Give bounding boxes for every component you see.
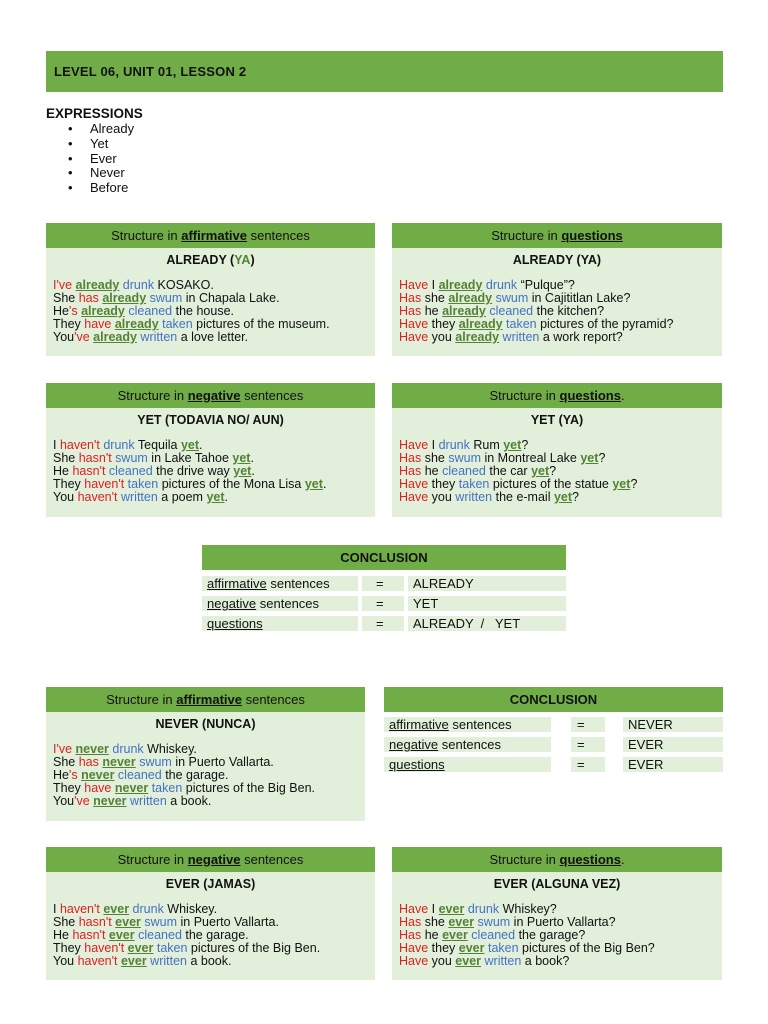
auxiliary-verb: has <box>78 291 103 305</box>
sentence-text: ? <box>630 477 638 491</box>
auxiliary-verb: hasn't <box>72 464 106 478</box>
example-sentence <box>399 955 655 968</box>
sentence-text: she <box>421 291 449 305</box>
conclusion-value: EVER <box>623 737 723 752</box>
adverb-keyword: yet <box>553 490 573 504</box>
sentence-text: They <box>53 477 85 491</box>
conclusion-title: CONCLUSION <box>202 545 566 570</box>
adverb-keyword: ever <box>108 928 135 942</box>
conclusion-equals: = <box>571 757 605 772</box>
adverb-keyword: ever <box>448 915 475 929</box>
participle-verb: drunk <box>482 278 518 292</box>
sentence-text: ? <box>598 451 606 465</box>
card-yet-negative <box>46 383 375 517</box>
adverb-keyword: never <box>114 781 149 795</box>
sentence-text: the garage? <box>515 928 586 942</box>
conclusion-key: negative sentences <box>384 737 551 752</box>
conclusion-table-already-yet <box>202 545 566 631</box>
participle-verb: cleaned <box>442 464 486 478</box>
auxiliary-verb: Have <box>399 490 429 504</box>
auxiliary-verb: have <box>84 781 115 795</box>
sentence-text: . <box>322 477 327 491</box>
sentence-text: pictures of the statue <box>489 477 613 491</box>
adverb-keyword: already <box>455 330 500 344</box>
participle-verb: written <box>499 330 540 344</box>
auxiliary-verb: I've <box>53 742 76 756</box>
card-header: Structure in questions. <box>392 383 722 408</box>
sentence-text: “Pulque”? <box>517 278 575 292</box>
expressions-title: EXPRESSIONS <box>46 106 143 121</box>
auxiliary-verb: Has <box>399 451 422 465</box>
sentence-text: . <box>251 464 255 478</box>
adverb-keyword: ever <box>103 902 130 916</box>
conclusion-key: affirmative sentences <box>202 576 358 591</box>
sentence-text: You <box>53 490 78 504</box>
auxiliary-verb: 's <box>68 768 82 782</box>
auxiliary-verb: Have <box>399 477 429 491</box>
participle-verb: cleaned <box>124 304 173 318</box>
example-sentence <box>53 955 320 968</box>
conclusion-equals: = <box>571 737 605 752</box>
participle-verb: swum <box>492 291 529 305</box>
sentence-text: a poem <box>157 490 207 504</box>
sentence-text: a book? <box>521 954 570 968</box>
sentence-text: I <box>428 278 439 292</box>
sentence-text: pictures of the pyramid? <box>536 317 674 331</box>
sentence-text: in Montreal Lake <box>481 451 581 465</box>
card-header: Structure in negative sentences <box>46 383 375 408</box>
auxiliary-verb: haven't <box>77 490 118 504</box>
card-already-affirmative <box>46 223 375 356</box>
sentence-text: . <box>250 451 254 465</box>
list-item: • Yet <box>68 137 134 152</box>
adverb-keyword: already <box>438 278 483 292</box>
adverb-keyword: yet <box>612 477 631 491</box>
sentence-text: the car <box>485 464 532 478</box>
card-subtitle: NEVER (NUNCA) <box>155 717 256 731</box>
sentence-text: you <box>428 954 456 968</box>
sentence-text: a book. <box>187 954 232 968</box>
adverb-keyword: never <box>75 742 109 756</box>
sentence-text: . <box>224 490 228 504</box>
adverb-keyword: yet <box>233 464 252 478</box>
participle-verb: written <box>146 954 187 968</box>
example-sentences <box>399 279 673 344</box>
participle-verb: taken <box>148 781 183 795</box>
sentence-text: in Chapala Lake. <box>182 291 280 305</box>
conclusion-value: NEVER <box>623 717 723 732</box>
sentence-text: in Puerto Vallarta. <box>171 755 274 769</box>
sentence-text: they <box>428 477 459 491</box>
sentence-text: You <box>53 330 75 344</box>
auxiliary-verb: Has <box>399 915 422 929</box>
sentence-text: She <box>53 291 79 305</box>
auxiliary-verb: Have <box>399 902 429 916</box>
example-sentence <box>53 491 326 504</box>
adverb-keyword: yet <box>304 477 323 491</box>
adverb-keyword: never <box>102 755 136 769</box>
adverb-keyword: already <box>102 291 147 305</box>
sentence-text: ? <box>521 438 529 452</box>
auxiliary-verb: Have <box>399 278 429 292</box>
conclusion-value: YET <box>408 596 566 611</box>
sentence-text: the garage. <box>161 768 229 782</box>
conclusion-row <box>202 616 566 631</box>
sentence-text: they <box>428 941 459 955</box>
participle-verb: drunk <box>119 278 155 292</box>
list-item: • Ever <box>68 152 134 167</box>
participle-verb: written <box>455 490 493 504</box>
conclusion-row <box>384 737 723 752</box>
sentence-text: They <box>53 941 85 955</box>
card-header: Structure in affirmative sentences <box>46 223 375 248</box>
auxiliary-verb: Has <box>399 464 422 478</box>
auxiliary-verb: 's <box>68 304 82 318</box>
adverb-keyword: already <box>75 278 120 292</box>
sentence-text: you <box>428 490 456 504</box>
adverb-keyword: already <box>442 304 486 318</box>
participle-verb: written <box>126 794 167 808</box>
auxiliary-verb: Has <box>399 291 422 305</box>
sentence-text: I <box>53 902 60 916</box>
sentence-text: He <box>53 304 69 318</box>
adverb-keyword: ever <box>458 941 485 955</box>
adverb-keyword: yet <box>206 490 225 504</box>
expressions-list <box>68 122 134 196</box>
conclusion-value: ALREADY <box>408 576 566 591</box>
sentence-text: ? <box>572 490 579 504</box>
sentence-text: I <box>428 902 439 916</box>
example-sentence <box>53 795 315 808</box>
participle-verb: taken <box>153 941 188 955</box>
sentence-text: She <box>53 755 79 769</box>
conclusion-key: negative sentences <box>202 596 358 611</box>
conclusion-key: questions <box>202 616 358 631</box>
auxiliary-verb: Have <box>399 954 429 968</box>
participle-verb: drunk <box>129 902 164 916</box>
sentence-text: in Puerto Vallarta. <box>177 915 279 929</box>
sentence-text: He <box>53 464 73 478</box>
conclusion-equals: = <box>571 717 605 732</box>
card-ever-questions <box>392 847 722 980</box>
sentence-text: the e-mail <box>492 490 554 504</box>
card-subtitle: ALREADY (YA) <box>512 253 602 267</box>
auxiliary-verb: haven't <box>77 954 121 968</box>
auxiliary-verb: hasn't <box>78 915 116 929</box>
auxiliary-verb: have <box>84 317 115 331</box>
auxiliary-verb: Has <box>399 304 422 318</box>
sentence-text: pictures of the Big Ben. <box>182 781 315 795</box>
adverb-keyword: already <box>458 317 503 331</box>
sentence-text: Whiskey. <box>143 742 197 756</box>
card-never-affirmative <box>46 687 365 821</box>
adverb-keyword: yet <box>232 451 251 465</box>
adverb-keyword: yet <box>531 464 550 478</box>
sentence-text: they <box>428 317 459 331</box>
sentence-text: He <box>53 768 69 782</box>
participle-verb: taken <box>124 477 159 491</box>
sentence-text: She <box>53 451 79 465</box>
sentence-text: pictures of the Big Ben? <box>518 941 655 955</box>
adverb-keyword: ever <box>120 954 147 968</box>
adverb-keyword: already <box>448 291 493 305</box>
sentence-text: he <box>421 304 443 318</box>
auxiliary-verb: 've <box>74 794 94 808</box>
sentence-text: You <box>53 954 78 968</box>
adverb-keyword: already <box>114 317 159 331</box>
sentence-text: a book. <box>166 794 212 808</box>
card-header: Structure in affirmative sentences <box>46 687 365 712</box>
auxiliary-verb: hasn't <box>78 451 112 465</box>
conclusion-row <box>202 576 566 591</box>
participle-verb: cleaned <box>467 928 516 942</box>
card-already-questions <box>392 223 722 356</box>
sentence-text: You <box>53 794 75 808</box>
participle-verb: drunk <box>108 742 144 756</box>
participle-verb: drunk <box>438 438 470 452</box>
participle-verb: drunk <box>464 902 500 916</box>
conclusion-equals: = <box>362 616 404 631</box>
adverb-keyword: already <box>93 330 137 344</box>
participle-verb: written <box>136 330 178 344</box>
adverb-keyword: yet <box>503 438 522 452</box>
sentence-text: the kitchen? <box>533 304 605 318</box>
example-sentences <box>399 903 655 968</box>
conclusion-key: questions <box>384 757 551 772</box>
card-yet-questions <box>392 383 722 517</box>
participle-verb: swum <box>111 451 148 465</box>
sentence-text: in Puerto Vallarta? <box>510 915 616 929</box>
sentence-text: pictures of the museum. <box>192 317 330 331</box>
example-sentence <box>53 331 330 344</box>
sentence-text: . <box>199 438 203 452</box>
card-header: Structure in questions. <box>392 847 722 872</box>
adverb-keyword: ever <box>442 928 468 942</box>
sentence-text: They <box>53 781 85 795</box>
auxiliary-verb: Have <box>399 317 429 331</box>
sentence-text: They <box>53 317 85 331</box>
example-sentence <box>399 331 673 344</box>
participle-verb: swum <box>448 451 481 465</box>
auxiliary-verb: Has <box>399 928 422 942</box>
sentence-text: Whiskey? <box>499 902 557 916</box>
conclusion-row <box>384 757 723 772</box>
auxiliary-verb: haven't <box>84 477 125 491</box>
sentence-text: in Lake Tahoe <box>147 451 233 465</box>
list-item: • Before <box>68 181 134 196</box>
lesson-title: LEVEL 06, UNIT 01, LESSON 2 <box>54 64 247 79</box>
sentence-text: She <box>53 915 79 929</box>
card-header: Structure in questions <box>392 223 722 248</box>
conclusion-equals: = <box>362 596 404 611</box>
conclusion-value: EVER <box>623 757 723 772</box>
participle-verb: written <box>117 490 158 504</box>
sentence-text: the house. <box>172 304 234 318</box>
sentence-text: the garage. <box>181 928 249 942</box>
example-sentences <box>53 439 326 504</box>
auxiliary-verb: Have <box>399 438 429 452</box>
conclusion-table-never-ever <box>384 687 723 773</box>
adverb-keyword: yet <box>180 438 200 452</box>
sentence-text: a work report? <box>539 330 623 344</box>
sentence-text: the drive way <box>152 464 234 478</box>
sentence-text: Whiskey. <box>163 902 218 916</box>
sentence-text: He <box>53 928 73 942</box>
conclusion-value: ALREADY / YET <box>408 616 566 631</box>
participle-verb: swum <box>135 755 172 769</box>
adverb-keyword: yet <box>580 451 599 465</box>
example-sentences <box>399 439 637 504</box>
auxiliary-verb: I've <box>53 278 76 292</box>
card-ever-negative <box>46 847 375 980</box>
auxiliary-verb: hasn't <box>72 928 109 942</box>
auxiliary-verb: haven't <box>59 438 100 452</box>
participle-verb: taken <box>458 477 490 491</box>
card-subtitle: YET (TODAVIA NO/ AUN) <box>137 413 284 427</box>
conclusion-row <box>384 717 723 732</box>
conclusion-equals: = <box>362 576 404 591</box>
example-sentences <box>53 279 330 344</box>
auxiliary-verb: Have <box>399 941 429 955</box>
sentence-text: pictures of the Big Ben. <box>187 941 321 955</box>
participle-verb: taken <box>484 941 519 955</box>
sentence-text: Tequila <box>134 438 181 452</box>
sentence-text: she <box>421 915 449 929</box>
card-header: Structure in negative sentences <box>46 847 375 872</box>
list-item: • Never <box>68 166 134 181</box>
auxiliary-verb: haven't <box>59 902 104 916</box>
participle-verb: taken <box>502 317 537 331</box>
card-subtitle: EVER (ALGUNA VEZ) <box>493 877 621 891</box>
adverb-keyword: ever <box>127 941 154 955</box>
conclusion-row <box>202 596 566 611</box>
sentence-text: I <box>53 438 60 452</box>
participle-verb: cleaned <box>105 464 153 478</box>
participle-verb: cleaned <box>114 768 162 782</box>
auxiliary-verb: haven't <box>84 941 128 955</box>
adverb-keyword: ever <box>115 915 141 929</box>
sentence-text: pictures of the Mona Lisa <box>158 477 305 491</box>
participle-verb: drunk <box>99 438 135 452</box>
example-sentences <box>53 743 315 808</box>
sentence-text: he <box>421 928 443 942</box>
auxiliary-verb: Have <box>399 330 429 344</box>
adverb-keyword: ever <box>438 902 465 916</box>
participle-verb: swum <box>474 915 511 929</box>
example-sentence <box>399 491 637 504</box>
participle-verb: written <box>481 954 522 968</box>
sentence-text: he <box>421 464 443 478</box>
example-sentences <box>53 903 320 968</box>
sentence-text: KOSAKO. <box>154 278 214 292</box>
participle-verb: cleaned <box>134 928 182 942</box>
adverb-keyword: never <box>81 768 115 782</box>
lesson-banner <box>46 51 723 92</box>
sentence-text: I <box>428 438 439 452</box>
sentence-text: Rum <box>469 438 504 452</box>
adverb-keyword: already <box>81 304 125 318</box>
adverb-keyword: never <box>93 794 127 808</box>
sentence-text: she <box>421 451 449 465</box>
sentence-text: a love letter. <box>177 330 249 344</box>
card-subtitle: EVER (JAMAS) <box>165 877 256 891</box>
auxiliary-verb: 've <box>74 330 94 344</box>
participle-verb: swum <box>146 291 183 305</box>
card-subtitle: ALREADY (YA) <box>166 253 255 267</box>
sentence-text: ? <box>549 464 557 478</box>
sentence-text: in Cajititlan Lake? <box>528 291 631 305</box>
sentence-text: you <box>428 330 456 344</box>
conclusion-title: CONCLUSION <box>384 687 723 712</box>
card-subtitle: YET (YA) <box>530 413 584 427</box>
participle-verb: cleaned <box>485 304 534 318</box>
participle-verb: swum <box>140 915 178 929</box>
adverb-keyword: ever <box>455 954 482 968</box>
participle-verb: taken <box>158 317 193 331</box>
auxiliary-verb: has <box>78 755 103 769</box>
conclusion-key: affirmative sentences <box>384 717 551 732</box>
list-item: • Already <box>68 122 134 137</box>
